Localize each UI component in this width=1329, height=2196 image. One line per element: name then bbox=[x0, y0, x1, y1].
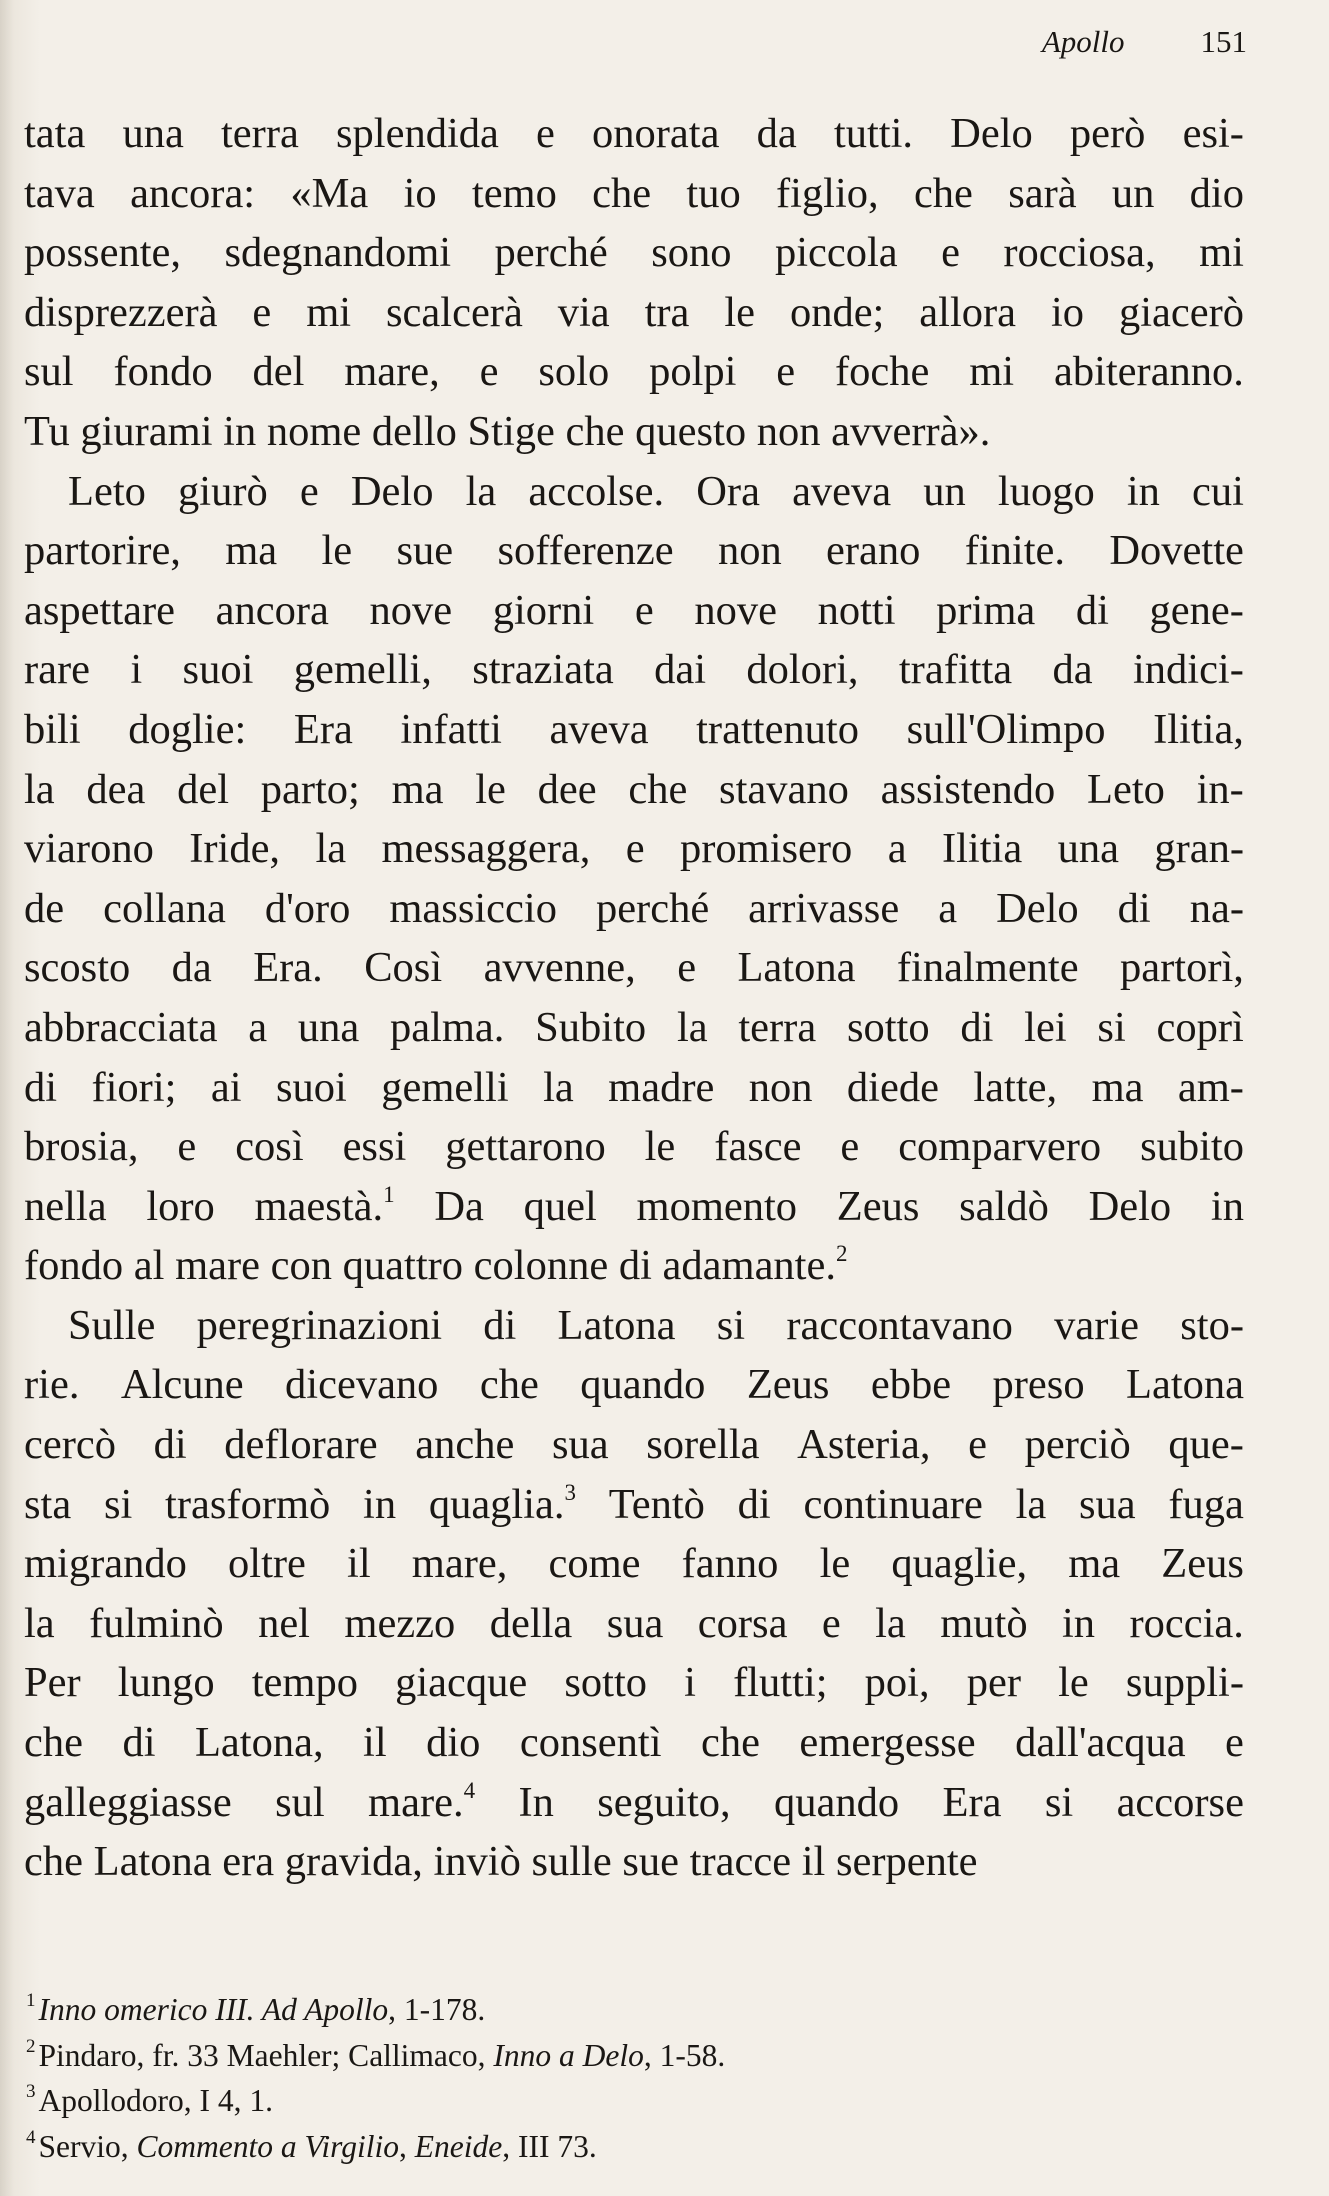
text-line: Per lungo tempo giacque sotto i flutti; poi, per le suppli- bbox=[24, 1659, 1244, 1707]
text-line: sta si trasformò in quaglia.$^3$ Tentò di continuare la sua fuga bbox=[24, 1479, 1244, 1528]
text-line: abbracciata a una palma. Subito la terra sotto di lei si coprì bbox=[24, 1003, 1244, 1051]
text-line: tata una terra splendida e onorata da tutti. Delo però esi- bbox=[24, 110, 1244, 157]
text-line: cercò di deflorare anche sua sorella Asteria, e perciò que- bbox=[24, 1421, 1244, 1469]
footnote-text: Inno omerico III. Ad Apollo bbox=[38, 1992, 389, 2027]
text-line: Tu giurami in nome dello Stige che questo non avverrà». bbox=[24, 407, 991, 455]
footnote-text: Pindaro, fr. 33 Maehler; Callimaco, bbox=[38, 2037, 494, 2073]
footnote-text: , bbox=[399, 2128, 415, 2164]
text-line: la dea del parto; ma le dee che stavano assistendo Leto in- bbox=[24, 765, 1244, 813]
text-line: scosto da Era. Così avvenne, e Latona finalmente partorì, bbox=[24, 944, 1244, 992]
footnote-text: , III 73. bbox=[502, 2128, 597, 2164]
text-line: viarono Iride, la messaggera, e promisero a Ilitia una gran- bbox=[24, 825, 1244, 873]
text-line: che Latona era gravida, inviò sulle sue tracce il serpente bbox=[24, 1838, 978, 1886]
text-line: galleggiasse sul mare.$^4$ In seguito, quando Era si accorse bbox=[24, 1777, 1244, 1826]
page-header bbox=[1042, 24, 1247, 60]
footnote-mark: 4 bbox=[26, 2126, 36, 2148]
text-line: fondo al mare con quattro colonne di adamante.$^2$ bbox=[24, 1241, 848, 1290]
text-line: partorire, ma le sue sofferenze non erano finite. Dovette bbox=[24, 527, 1244, 575]
footnotes bbox=[26, 1987, 1226, 2169]
text-line: nella loro maestà.$^1$ Da quel momento Zeus saldò Delo in bbox=[24, 1181, 1244, 1230]
text-line: aspettare ancora nove giorni e nove notti prima di gene- bbox=[24, 586, 1244, 634]
footnote-mark: 1 bbox=[26, 1990, 36, 2011]
footnote bbox=[26, 2124, 1226, 2170]
footnote bbox=[26, 1987, 1226, 2033]
text-line: rare i suoi gemelli, straziata dai dolori, trafitta da indici- bbox=[24, 646, 1244, 694]
text-line: rie. Alcune dicevano che quando Zeus ebbe preso Latona bbox=[24, 1361, 1244, 1409]
text-line: de collana d'oro massiccio perché arrivasse a Delo di na- bbox=[24, 884, 1244, 932]
footnote-text: , 1-58. bbox=[643, 2037, 726, 2073]
footnote-text: Apollodoro, I 4, 1. bbox=[38, 2083, 273, 2118]
footnote-mark: 2 bbox=[26, 2035, 36, 2057]
footnote-mark: 3 bbox=[26, 2081, 36, 2102]
text-line: Sulle peregrinazioni di Latona si raccontavano varie sto- bbox=[68, 1301, 1244, 1349]
footnote bbox=[26, 2033, 1226, 2079]
footnote-text: Inno a Delo bbox=[493, 2037, 644, 2073]
running-title: Apollo bbox=[1041, 24, 1125, 59]
footnote-text: Eneide bbox=[414, 2128, 503, 2164]
body-text bbox=[24, 104, 1244, 1892]
text-line: Leto giurò e Delo la accolse. Ora aveva un luogo in cui bbox=[68, 467, 1244, 515]
footnote-text: Servio, bbox=[38, 2128, 137, 2164]
text-line: che di Latona, il dio consentì che emergesse dall'acqua e bbox=[24, 1719, 1244, 1767]
text-line: bili doglie: Era infatti aveva trattenuto sull'Olimpo Ilitia, bbox=[24, 705, 1244, 753]
text-line: brosia, e così essi gettarono le fasce e comparvero subito bbox=[24, 1123, 1244, 1171]
text-line: possente, sdegnandomi perché sono piccola e rocciosa, mi bbox=[24, 229, 1244, 277]
text-line: la fulminò nel mezzo della sua corsa e la mutò in roccia. bbox=[24, 1599, 1244, 1647]
footnote-text: , 1-178. bbox=[388, 1992, 486, 2027]
text-line: di fiori; ai suoi gemelli la madre non diede latte, ma am- bbox=[24, 1063, 1244, 1111]
footnote-text: Commento a Virgilio bbox=[136, 2128, 399, 2164]
text-line: tava ancora: «Ma io temo che tuo figlio, che sarà un dio bbox=[24, 169, 1244, 217]
page-number: 151 bbox=[1200, 24, 1247, 59]
footnote bbox=[26, 2078, 1226, 2124]
text-line: sul fondo del mare, e solo polpi e foche mi abiteranno. bbox=[24, 348, 1244, 396]
text-line: disprezzerà e mi scalcerà via tra le onde; allora io giacerò bbox=[24, 288, 1244, 336]
text-line: migrando oltre il mare, come fanno le quaglie, ma Zeus bbox=[24, 1540, 1244, 1588]
